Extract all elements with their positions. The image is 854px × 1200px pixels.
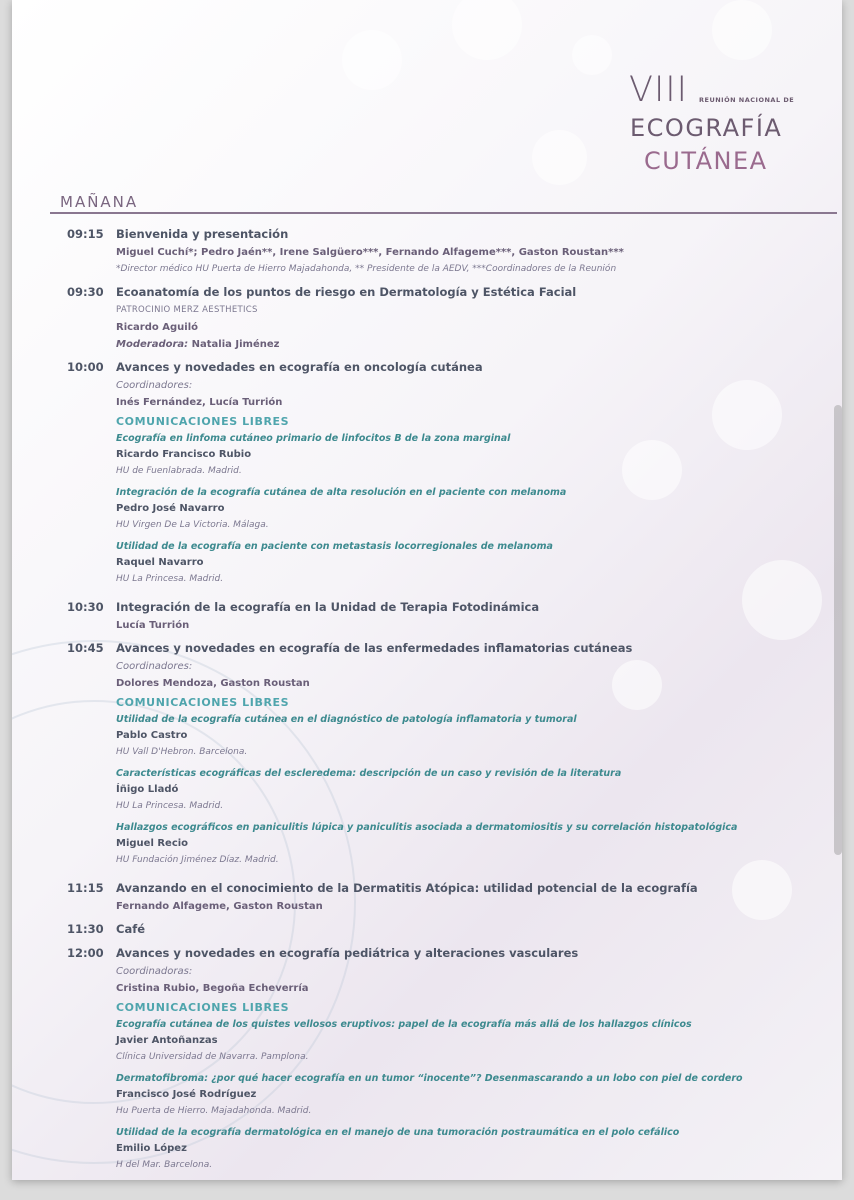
logo-line-1: ECOGRAFÍA xyxy=(630,114,783,142)
session-time: 10:30 xyxy=(67,600,104,614)
moderator-line xyxy=(116,336,837,353)
communication-title: Integración de la ecografía cutánea de alta resolución en el paciente con melanoma xyxy=(116,487,567,498)
communication-item xyxy=(116,485,837,533)
session-content xyxy=(116,639,837,874)
communication-institution: HU Virgen De La Victoria. Málaga. xyxy=(116,520,269,530)
communication-title: Características ecográficas del escleredema: descripción de un caso y revisión de la literatura xyxy=(116,768,622,779)
session-time: 12:00 xyxy=(67,946,104,960)
session-note: *Director médico HU Puerta de Hierro Majadahonda, ** Presidente de la AEDV, ***Coordinadores de la Reunión xyxy=(116,264,617,274)
session-speakers: Dolores Mendoza, Gaston Roustan xyxy=(116,678,310,689)
session-block xyxy=(67,225,837,278)
communication-institution: HU Vall D'Hebron. Barcelona. xyxy=(116,747,248,757)
session-content xyxy=(116,879,837,915)
communication-author: Pablo Castro xyxy=(116,730,188,741)
scrollbar[interactable] xyxy=(834,405,842,855)
session-speakers: Cristina Rubio, Begoña Echeverría xyxy=(116,983,309,994)
communication-author: Javier Antoñanzas xyxy=(116,1035,218,1046)
session-title: Avanzando en el conocimiento de la Dermatitis Atópica: utilidad potencial de la ecografía xyxy=(116,881,698,895)
session-content xyxy=(116,225,837,278)
moderator-label: Moderadora: xyxy=(116,339,189,350)
bokeh-decoration xyxy=(342,30,402,90)
session-block xyxy=(67,639,837,874)
coordinators-label: Coordinadores: xyxy=(116,380,193,391)
session-speakers: Lucía Turrión xyxy=(116,620,190,631)
communication-author: Ricardo Francisco Rubio xyxy=(116,449,252,460)
coordinators-label: Coordinadoras: xyxy=(116,966,193,977)
communication-institution: Clínica Universidad de Navarra. Pamplona. xyxy=(116,1052,309,1062)
section-title: MAÑANA xyxy=(60,193,139,211)
communication-author: Emilio López xyxy=(116,1143,187,1154)
communication-institution: HU de Fuenlabrada. Madrid. xyxy=(116,466,242,476)
session-speakers: Fernando Alfageme, Gaston Roustan xyxy=(116,901,323,912)
session-time: 11:30 xyxy=(67,922,104,936)
communication-item xyxy=(116,820,837,868)
communication-author: Miguel Recio xyxy=(116,838,189,849)
communication-item xyxy=(116,431,837,479)
logo-roman-numeral: VIII xyxy=(629,70,688,110)
session-speakers: Inés Fernández, Lucía Turrión xyxy=(116,397,283,408)
program-list xyxy=(67,225,837,1180)
session-title: Avances y novedades en ecografía en oncología cutánea xyxy=(116,360,483,374)
session-title: Ecoanatomía de los puntos de riesgo en Dermatología y Estética Facial xyxy=(116,285,577,299)
session-speakers: Miguel Cuchí*; Pedro Jaén**, Irene Salgüero***, Fernando Alfageme***, Gaston Roustan*** xyxy=(116,247,624,258)
communication-item xyxy=(116,1017,837,1065)
communication-title: Utilidad de la ecografía en paciente con metastasis locorregionales de melanoma xyxy=(116,541,553,552)
session-title: Avances y novedades en ecografía pediátrica y alteraciones vasculares xyxy=(116,946,579,960)
communication-author: Francisco José Rodríguez xyxy=(116,1089,257,1100)
session-time: 10:45 xyxy=(67,641,104,655)
session-title: Bienvenida y presentación xyxy=(116,227,289,241)
session-block xyxy=(67,879,837,915)
bokeh-decoration xyxy=(532,130,587,185)
communication-title: Utilidad de la ecografía dermatológica en el manejo de una tumoración postraumática en el polo cefálico xyxy=(116,1127,680,1138)
session-content xyxy=(116,358,837,593)
program-page xyxy=(12,0,842,1180)
communication-item xyxy=(116,1071,837,1119)
session-content xyxy=(116,920,837,939)
session-content xyxy=(116,944,837,1179)
free-communications-label: COMUNICACIONES LIBRES xyxy=(116,1001,290,1014)
communication-item xyxy=(116,712,837,760)
communication-title: Hallazgos ecográficos en paniculitis lúpica y paniculitis asociada a dermatomiositis y su correlación histopatológica xyxy=(116,822,738,833)
communication-institution: H del Mar. Barcelona. xyxy=(116,1160,213,1170)
logo-line-2: CUTÁNEA xyxy=(644,147,768,175)
session-block xyxy=(67,598,837,634)
communication-item xyxy=(116,539,837,587)
communication-author: Pedro José Navarro xyxy=(116,503,225,514)
session-time: 11:15 xyxy=(67,881,104,895)
communication-title: Ecografía en linfoma cutáneo primario de linfocitos B de la zona marginal xyxy=(116,433,511,444)
free-communications-label: COMUNICACIONES LIBRES xyxy=(116,415,290,428)
session-title: Café xyxy=(116,922,146,936)
free-communications-label: COMUNICACIONES LIBRES xyxy=(116,696,290,709)
session-content xyxy=(116,283,837,353)
section-divider xyxy=(50,212,837,214)
communication-item xyxy=(116,1125,837,1173)
event-logo xyxy=(627,70,827,180)
session-title: Avances y novedades en ecografía de las enfermedades inflamatorias cutáneas xyxy=(116,641,633,655)
session-title: Integración de la ecografía en la Unidad de Terapia Fotodinámica xyxy=(116,600,540,614)
moderator-name: Natalia Jiménez xyxy=(191,339,280,350)
session-block xyxy=(67,944,837,1179)
session-content xyxy=(116,598,837,634)
session-sponsor: PATROCINIO MERZ AESTHETICS xyxy=(116,305,258,315)
communication-institution: HU La Princesa. Madrid. xyxy=(116,574,224,584)
session-time: 10:00 xyxy=(67,360,104,374)
bokeh-decoration xyxy=(572,35,612,75)
session-block xyxy=(67,283,837,353)
communication-item xyxy=(116,766,837,814)
communication-title: Ecografía cutánea de los quistes vellosos eruptivos: papel de la ecografía más allá de los hallazgos clínicos xyxy=(116,1019,692,1030)
session-time: 09:15 xyxy=(67,227,104,241)
session-block xyxy=(67,358,837,593)
bokeh-decoration xyxy=(452,0,522,60)
communication-title: Utilidad de la ecografía cutánea en el diagnóstico de patología inflamatoria y tumoral xyxy=(116,714,577,725)
session-speakers: Ricardo Aguiló xyxy=(116,322,198,333)
logo-reunion-text: REUNIÓN NACIONAL DE xyxy=(699,96,795,104)
communication-institution: Hu Puerta de Hierro. Majadahonda. Madrid. xyxy=(116,1106,312,1116)
communication-institution: HU La Princesa. Madrid. xyxy=(116,801,224,811)
communication-author: Íñigo Lladó xyxy=(116,784,179,795)
session-block xyxy=(67,920,837,939)
communication-title: Dermatofibroma: ¿por qué hacer ecografía en un tumor “inocente”? Desenmascarando a un lobo con piel de cordero xyxy=(116,1073,743,1084)
bokeh-decoration xyxy=(712,0,772,60)
communication-author: Raquel Navarro xyxy=(116,557,204,568)
communication-institution: HU Fundación Jiménez Díaz. Madrid. xyxy=(116,855,279,865)
coordinators-label: Coordinadores: xyxy=(116,661,193,672)
session-time: 09:30 xyxy=(67,285,104,299)
